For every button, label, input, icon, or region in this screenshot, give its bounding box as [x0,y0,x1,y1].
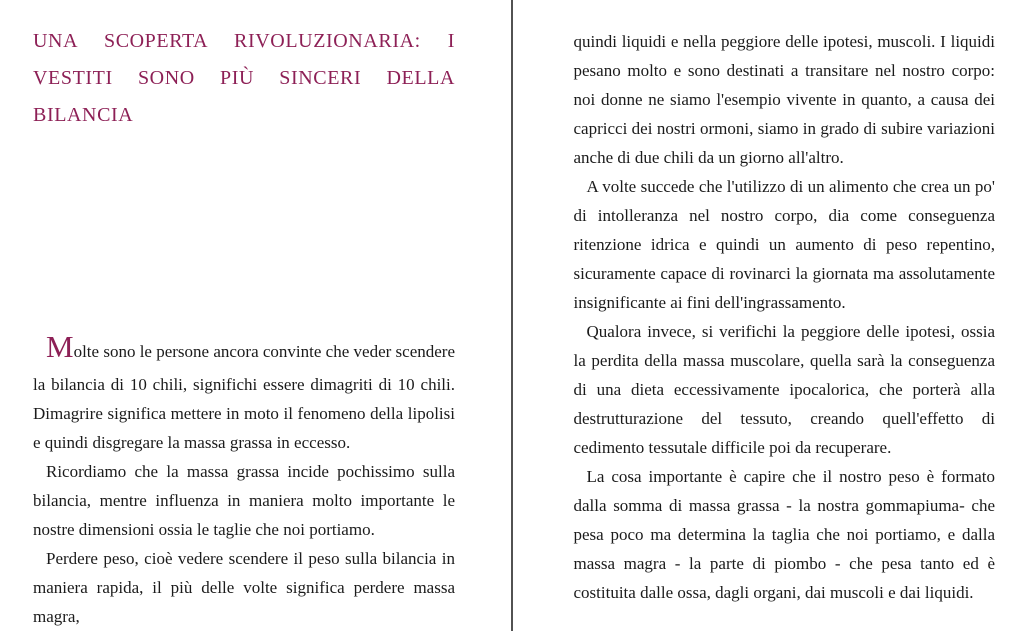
chapter-title [33,23,455,134]
paragraph-text: olte sono le persone ancora convinte che veder scendere la bilancia di 10 chili, significhi essere dimagriti di 10 chili. Dimagrire significa mettere in moto il fenomeno della lipolisi e quindi disgregare la massa grassa in eccesso. [33,342,455,452]
right-page-body [574,27,996,607]
chapter-title-line: UNA SCOPERTA RIVOLUZIONARIA: I [33,30,455,52]
paragraph: quindi liquidi e nella peggiore delle ipotesi, muscoli. I liquidi pesano molto e sono destinati a transitare nel nostro corpo: noi donne ne siamo l'esempio vivente in quanto, a causa dei capricci dei nostri ormoni, siamo in grado di subire variazioni anche di due chili da un giorno all'altro. [573,32,995,167]
page-left[interactable] [0,0,511,631]
paragraph: Perdere peso, cioè vedere scendere il peso sulla bilancia in maniera rapida, il più delle volte significa perdere massa magra, [33,549,455,626]
paragraph: Ricordiamo che la massa grassa incide pochissimo sulla bilancia, mentre influenza in maniera molto importante le nostre dimensioni ossia le taglie che noi portiamo. [33,462,455,539]
paragraph [33,324,455,457]
chapter-title-line: BILANCIA [33,104,134,126]
left-page-body [33,324,455,631]
chapter-title-line: VESTITI SONO PIÙ SINCERI DELLA [33,67,455,89]
paragraph: La cosa importante è capire che il nostro peso è formato dalla somma di massa grassa - la nostra gommapiuma- che pesa poco ma determina la taglia che noi portiamo, e dalla massa magra - la parte di piombo - che pesa tanto ed è costituita dalle ossa, dagli organi, dai muscoli e dai liquidi. [573,467,995,602]
paragraph: Qualora invece, si verifichi la peggiore delle ipotesi, ossia la perdita della massa muscolare, quella sarà la conseguenza di una dieta eccessivamente ipocalorica, che porterà alla destrutturazione del tessuto, creando quell'effetto di cedimento tessutale difficile poi da recuperare. [573,322,995,457]
paragraph: A volte succede che l'utilizzo di un alimento che crea un po' di intolleranza nel nostro corpo, dia come conseguenza ritenzione idrica e quindi un aumento di peso repentino, sicuramente capace di rovinarci la giornata ma assolutamente insignificante ai fini dell'ingrassamento. [573,177,995,312]
page-right[interactable] [513,0,1036,631]
drop-cap: M [46,329,74,364]
